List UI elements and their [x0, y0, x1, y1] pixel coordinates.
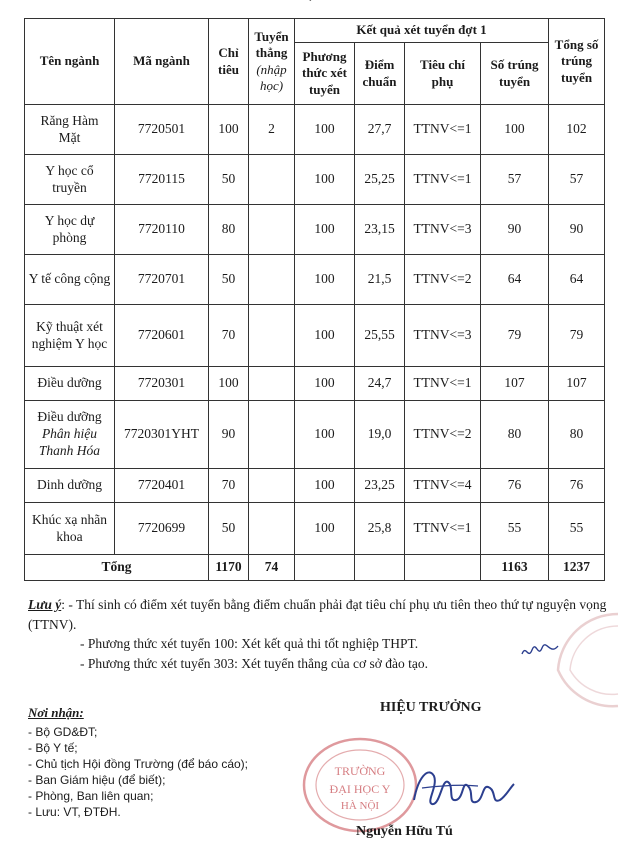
row-criteria: TTNV<=2	[405, 255, 481, 305]
row-score: 25,8	[355, 503, 405, 555]
row-method: 100	[295, 503, 355, 555]
row-admitted: 100	[481, 105, 549, 155]
row-name: Điều dưỡng	[37, 409, 102, 425]
header-criteria: Tiêu chí phụ	[405, 43, 481, 105]
row-admitted: 90	[481, 205, 549, 255]
row-code: 7720115	[115, 155, 209, 205]
row-name: Khúc xạ nhãn khoa	[25, 503, 115, 555]
row-criteria: TTNV<=3	[405, 305, 481, 367]
header-direct-note: (nhập học)	[256, 61, 287, 93]
row-admitted: 107	[481, 367, 549, 401]
totals-empty	[295, 555, 355, 581]
row-name: Y tế công cộng	[25, 255, 115, 305]
row-total: 102	[549, 105, 605, 155]
row-direct	[249, 367, 295, 401]
totals-empty	[355, 555, 405, 581]
row-method: 100	[295, 401, 355, 469]
row-score: 25,25	[355, 155, 405, 205]
table-row	[25, 367, 605, 401]
row-direct	[249, 469, 295, 503]
row-total: 107	[549, 367, 605, 401]
row-code: 7720110	[115, 205, 209, 255]
row-admitted: 79	[481, 305, 549, 367]
recipient-item: - Bộ Y tế;	[28, 740, 78, 755]
row-admitted: 55	[481, 503, 549, 555]
recipients-section	[28, 704, 248, 821]
table-row	[25, 105, 605, 155]
row-method: 100	[295, 305, 355, 367]
note-line-3: - Phương thức xét tuyển 303: Xét tuyển thẳng của cơ sở đào tạo.	[80, 655, 428, 671]
row-direct: 2	[249, 105, 295, 155]
recipient-item: - Lưu: VT, ĐTĐH.	[28, 805, 121, 820]
note-text-1: : - Thí sinh có điểm xét tuyển bằng điểm chuẩn phải đạt tiêu chí phụ ưu tiên theo thứ tự nguyện vọng (TTNV).	[28, 597, 607, 632]
row-score: 24,7	[355, 367, 405, 401]
row-method: 100	[295, 469, 355, 503]
row-admitted: 76	[481, 469, 549, 503]
header-direct	[249, 19, 295, 105]
row-method: 100	[295, 105, 355, 155]
school-seal-icon	[300, 735, 420, 835]
admission-results-table	[24, 18, 605, 581]
table-row	[25, 469, 605, 503]
notes-lead: Lưu ý	[28, 597, 62, 612]
recipient-item: - Phòng, Ban liên quan;	[28, 789, 154, 804]
row-code: 7720699	[115, 503, 209, 555]
table-row	[25, 205, 605, 255]
row-code: 7720301	[115, 367, 209, 401]
seal-text-3: HÀ NỘI	[340, 800, 380, 812]
totals-label: Tổng	[25, 555, 209, 581]
partial-stamp-icon	[548, 610, 620, 710]
note-line-1	[28, 595, 608, 634]
row-total: 57	[549, 155, 605, 205]
recipient-item: - Chủ tịch Hội đồng Trường (để báo cáo);	[28, 756, 249, 771]
totals-quota: 1170	[209, 555, 249, 581]
row-direct	[249, 205, 295, 255]
row-total: 90	[549, 205, 605, 255]
row-total: 76	[549, 469, 605, 503]
row-direct	[249, 401, 295, 469]
row-score: 21,5	[355, 255, 405, 305]
row-direct	[249, 305, 295, 367]
row-direct	[249, 155, 295, 205]
seal-text-2: ĐẠI HỌC Y	[329, 782, 391, 796]
row-criteria: TTNV<=1	[405, 503, 481, 555]
note-line-2: - Phương thức xét tuyển 100: Xét kết quả thi tốt nghiệp THPT.	[80, 636, 419, 652]
header-round-group: Kết quả xét tuyển đợt 1	[295, 19, 549, 43]
row-quota: 100	[209, 367, 249, 401]
row-total: 64	[549, 255, 605, 305]
table-row	[25, 155, 605, 205]
table-row	[25, 305, 605, 367]
row-score: 19,0	[355, 401, 405, 469]
recipient-item: - Ban Giám hiệu (để biết);	[28, 773, 166, 788]
row-campus: Phân hiệu Thanh Hóa	[38, 426, 101, 458]
totals-row	[25, 555, 605, 581]
row-method: 100	[295, 255, 355, 305]
row-name: Dinh dưỡng	[25, 469, 115, 503]
header-admitted: Số trúng tuyển	[481, 43, 549, 105]
row-quota: 90	[209, 401, 249, 469]
row-criteria: TTNV<=1	[405, 367, 481, 401]
row-score: 23,15	[355, 205, 405, 255]
header-total: Tổng số trúng tuyển	[549, 19, 605, 105]
row-score: 27,7	[355, 105, 405, 155]
table-row	[25, 401, 605, 469]
header-code: Mã ngành	[115, 19, 209, 105]
principal-signature-icon	[408, 758, 518, 820]
row-name: Y học cổ truyền	[25, 155, 115, 205]
row-admitted: 80	[481, 401, 549, 469]
row-code: 7720501	[115, 105, 209, 155]
row-criteria: TTNV<=4	[405, 469, 481, 503]
row-direct	[249, 255, 295, 305]
seal-text-1: TRƯỜNG	[334, 764, 386, 778]
table-row	[25, 503, 605, 555]
row-name: Kỹ thuật xét nghiệm Y học	[25, 305, 115, 367]
row-name-cell	[25, 401, 115, 469]
signer-name: Nguyễn Hữu Tú	[356, 824, 453, 839]
row-total: 55	[549, 503, 605, 555]
header-method: Phương thức xét tuyển	[295, 43, 355, 105]
row-criteria: TTNV<=1	[405, 105, 481, 155]
row-quota: 80	[209, 205, 249, 255]
row-criteria: TTNV<=3	[405, 205, 481, 255]
totals-direct: 74	[249, 555, 295, 581]
totals-admitted: 1163	[481, 555, 549, 581]
row-quota: 70	[209, 469, 249, 503]
totals-empty	[405, 555, 481, 581]
row-method: 100	[295, 205, 355, 255]
recipient-item: - Bộ GD&ĐT;	[28, 724, 98, 739]
table-header-row	[25, 19, 605, 43]
row-quota: 50	[209, 155, 249, 205]
row-code: 7720301YHT	[115, 401, 209, 469]
row-total: 80	[549, 401, 605, 469]
row-quota: 100	[209, 105, 249, 155]
row-score: 25,55	[355, 305, 405, 367]
signer-title: HIỆU TRƯỞNG	[380, 700, 482, 715]
row-name: Y học dự phòng	[25, 205, 115, 255]
row-quota: 50	[209, 503, 249, 555]
row-criteria: TTNV<=1	[405, 155, 481, 205]
row-admitted: 57	[481, 155, 549, 205]
row-quota: 70	[209, 305, 249, 367]
row-name: Răng Hàm Mặt	[25, 105, 115, 155]
row-admitted: 64	[481, 255, 549, 305]
recipients-title: Nơi nhận:	[28, 705, 84, 720]
row-name: Điều dưỡng	[25, 367, 115, 401]
header-quota: Chỉ tiêu	[209, 19, 249, 105]
totals-total: 1237	[549, 555, 605, 581]
row-quota: 50	[209, 255, 249, 305]
row-code: 7720401	[115, 469, 209, 503]
table-row	[25, 255, 605, 305]
row-total: 79	[549, 305, 605, 367]
page-mark: ·	[308, 0, 313, 9]
row-direct	[249, 503, 295, 555]
row-code: 7720601	[115, 305, 209, 367]
row-method: 100	[295, 367, 355, 401]
row-code: 7720701	[115, 255, 209, 305]
header-name: Tên ngành	[25, 19, 115, 105]
header-score: Điểm chuẩn	[355, 43, 405, 105]
row-method: 100	[295, 155, 355, 205]
row-score: 23,25	[355, 469, 405, 503]
row-criteria: TTNV<=2	[405, 401, 481, 469]
header-direct-main: Tuyển thẳng	[254, 29, 289, 61]
